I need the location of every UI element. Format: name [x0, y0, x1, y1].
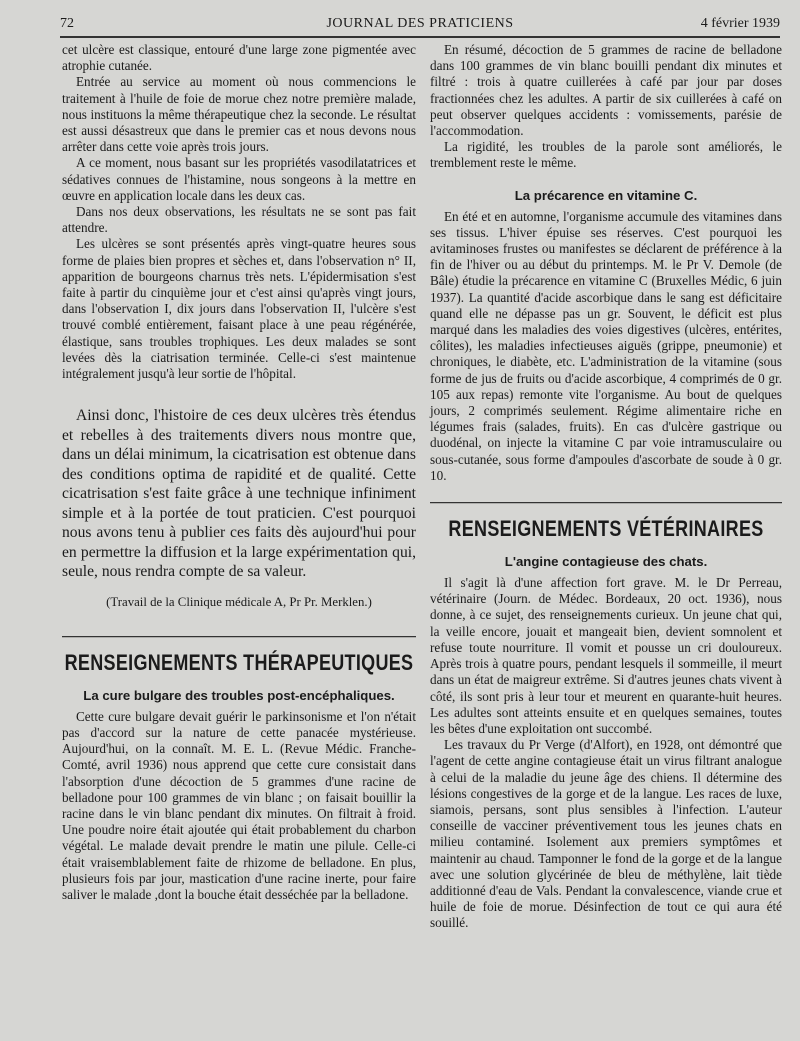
issue-date: 4 février 1939 — [700, 16, 780, 31]
citation: (Travail de la Clinique médicale A, Pr Pr. Merklen.) — [106, 594, 372, 609]
paragraph: La rigidité, les troubles de la parole sont améliorés, le tremblement reste le même. — [430, 139, 782, 171]
left-column — [62, 42, 416, 903]
right-column — [430, 42, 782, 932]
paragraph: En résumé, décoction de 5 grammes de racine de belladone dans 100 grammes de vin blanc bouilli pendant dix minutes et filtré : trois à quatre cuillerées à café par jour par doses fractionnées chez les adultes. A partir de six cuillerées à café on peut observer quelques accidents : vomissements, parésie de l'accommodation. — [430, 42, 782, 139]
page-number: 72 — [60, 16, 74, 31]
paragraph: cet ulcère est classique, entouré d'une large zone pigmentée avec atrophie cutanée. — [62, 42, 416, 74]
article-subtitle: L'angine contagieuse des chats. — [504, 554, 708, 570]
conclusion-paragraph: Ainsi donc, l'histoire de ces deux ulcères très étendus et rebelles à des traitements divers nous montre que, dans un délai minimum, la cicatrisation est obtenue dans des conditions optima de rapidité et de qualité. Cette cicatrisation s'est faite grâce à une technique infiniment simple et à la portée de tout praticien. C'est pourquoi nous avons tenu à publier ces faits dès aujourd'hui pour en permettre la diffusion et la large expérimentation qui, seule, nous rendra compte de sa valeur. — [62, 407, 416, 581]
paragraph: En été et en automne, l'organisme accumule des vitamines dans ses tissus. L'hiver épuise ses réserves. C'est pourquoi les avitaminoses frustes ou manifestes se déclarent de préférence à la fin de l'hiver ou au début du printemps. M. le Pr V. Demole (de Bâle) étudie la précarence en vitamine C (Bruxelles Médic, 6 juin 1937). La quantité d'acide ascorbique dans le sang est déficitaire quand elle ne dépasse pas un gr. Souvent, le déficit est plus marqué dans les maladies des voies digestives (ulcères, entérites, côlites), les maladies infectieuses aiguës (grippe, pneumonie) et chroniques, le diabète, etc. L'administration de la vitamine (sous forme de jus de fruits ou d'acide ascorbique, 4 comprimés de 0 gr. 105 aux repas) remonte vite l'organisme. Au bout de quelques jours, 2 comprimés seulement. Régime alimentaire riche en légumes frais (salades, fruits). En cas d'ulcère gastrique ou duodénal, on injecte la vitamine C par voie intramusculaire ou sous-cutanée, sous forme d'ampoules d'ascorbate de soude à 0 gr. 10. — [430, 208, 782, 483]
article-subtitle: La précarence en vitamine C. — [514, 187, 698, 203]
paragraph: Les travaux du Pr Verge (d'Alfort), en 1928, ont démontré que l'agent de cette angine contagieuse était un virus filtrant analogue à celui de la maladie du jeune âge des chiens. Il détermine des lésions congestives de la gorge et de la langue. Les races de luxe, siamois, persans, sont plus sensibles à l'infection. L'auteur conseille de vacciner préventivement tous les jeunes chats en milieu contaminé. Isolement aux premiers symptômes et maintenir au chaud. Tamponner le fond de la gorge et de la langue avec une solution glycérinée de bleu de méthylène, lait tiède additionné d'eau de Vals. Pendant la convalescence, viande crue et huile de foie de morue. Désinfection de tout ce qui aura été souillé. — [430, 737, 782, 931]
page-header — [60, 14, 780, 38]
paragraph: Entrée au service au moment où nous commencions le traitement à l'huile de foie de morue chez notre première malade, nous instituons la même thérapeutique chez la seconde. Le résultat est aussi désastreux que dans le premier cas et nous devons nous arrêter dans cette voie après trois jours. — [62, 74, 416, 155]
paragraph: Il s'agit là d'une affection fort grave. M. le Dr Perreau, vétérinaire (Journ. de Médec. Bordeaux, 20 oct. 1936), nous donne, à ce sujet, des renseignements curieux. Un jeune chat qui, la veille encore, jouait et mangeait bien, devient somnolent et refuse toute nourriture. Il vomit et pousse un cri douloureux. Après trois à quatre pours, pendant lesquels il sommeille, il meurt dans un état de maigreur extrême. Si d'autres jeunes chats vivent à côté, ils sont pris à leur tour et meurent en quarante-huit heures. Les adultes sont atteints ensuite et en quelques semaines, toutes les bêtes d'une exploitation ont succombé. — [430, 575, 782, 736]
paragraph: A ce moment, nous basant sur les propriétés vasodilatatrices et sédatives connues de l'histamine, nous songeons à la mettre en œuvre en application locale dans les deux cas. — [62, 155, 416, 203]
section-title-veterinaires: RENSEIGNEMENTS VÉTÉRINAIRES — [430, 502, 782, 542]
paragraph: Cette cure bulgare devait guérir le parkinsonisme et l'on n'était pas d'accord sur la nature de cette panacée mystérieuse. Aujourd'hui, on la connaît. M. E. L. (Revue Médic. Franche-Comté, avril 1936) nous apprend que cette cure consistait dans l'absorption d'une décoction de 5 grammes d'une racine de belladone pour 100 grammes de vin blanc ; on faisait bouillir la racine dans le vin blanc pendant dix minutes. On filtrait à froid. Une poudre noire était ajoutée qui était probablement du charbon végétal. Le malade devait prendre le matin une pilule. Celle-ci était vraisemblablement faite de rhizome de belladone. En plus, plusieurs fois par jour, mastication d'une racine inerte, pour faire saliver le malade ,dont la bouche était desséchée par la belladone. — [62, 708, 416, 902]
journal-title: JOURNAL DES PRATICIENS — [326, 16, 514, 31]
article-subtitle: La cure bulgare des troubles post-encéphaliques. — [83, 687, 395, 703]
paragraph: Dans nos deux observations, les résultats ne se sont pas fait attendre. — [62, 204, 416, 236]
paragraph: Les ulcères se sont présentés après vingt-quatre heures sous forme de plaies bien propres et sèches et, dans l'observation n° II, apparition de bourgeons charnus très nets. L'épidermisation s'est faite à partir du cinquième jour et c'est ainsi qu'après vingt jours, dans l'observation I, dix jours dans l'observation II, l'ulcère s'est trouvé comblé entièrement, faisant place à une peau régénérée, élastique, sans troubles trophiques. Les deux malades se sont levées dès la ciatrisation terminée. Celle-ci s'est maintenue intégralement jusqu'à leur sortie de l'hôpital. — [62, 236, 416, 382]
section-title-therapeutiques: RENSEIGNEMENTS THÉRAPEUTIQUES — [62, 636, 416, 676]
